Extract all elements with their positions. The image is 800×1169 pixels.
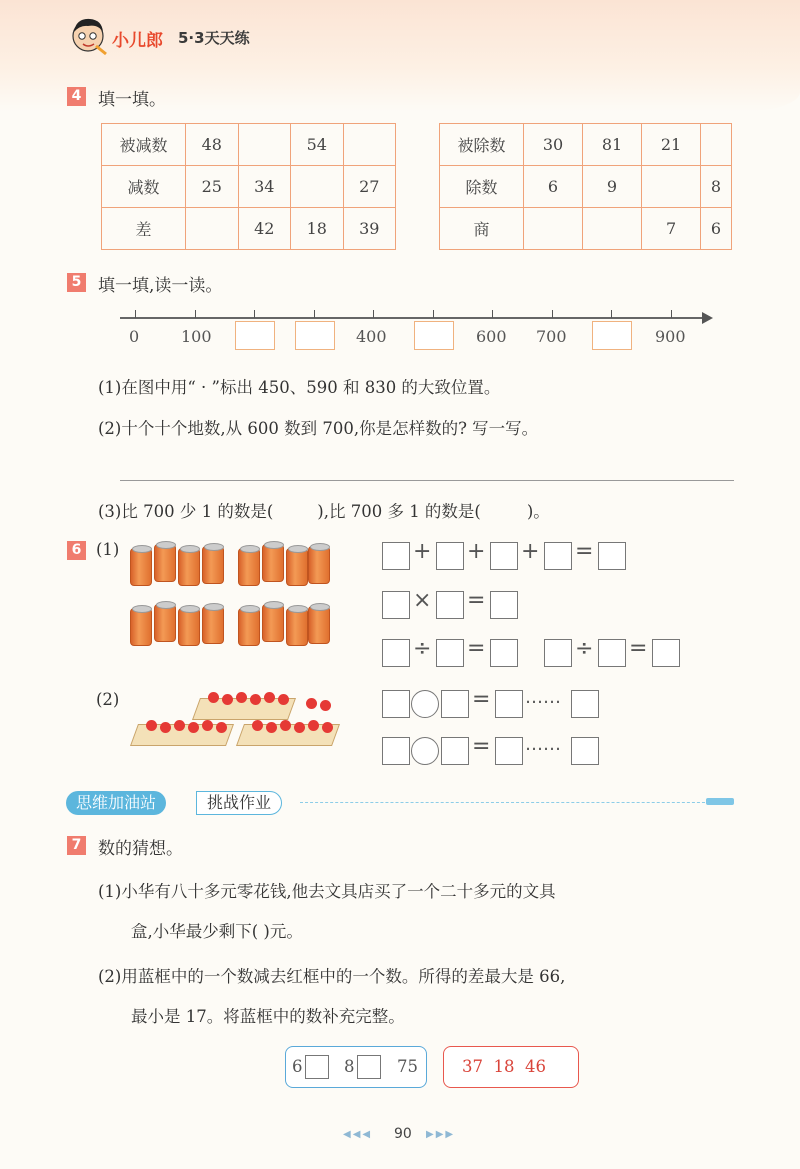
answer-box[interactable] (652, 639, 680, 667)
equals-sign: = (472, 687, 491, 712)
table-cell: 81 (583, 124, 642, 166)
q5-part1: (1)在图中用“ · ”标出 450、590 和 830 的大致位置。 (98, 378, 501, 397)
plus-sign: + (413, 539, 432, 564)
answer-box[interactable] (357, 1055, 381, 1079)
q5-part2: (2)十个十个地数,从 600 数到 700,你是怎样数的? 写一写。 (98, 419, 539, 438)
table-cell: 商 (440, 208, 524, 250)
number-line-label: 900 (655, 327, 686, 346)
answer-box[interactable] (382, 737, 410, 765)
table-cell[interactable] (186, 208, 239, 250)
answer-box[interactable] (571, 737, 599, 765)
strawberry-trays-image (130, 688, 340, 758)
answer-box[interactable] (436, 591, 464, 619)
table-cell: 9 (583, 166, 642, 208)
table-cell[interactable] (524, 208, 583, 250)
divide-sign: ÷ (413, 636, 432, 661)
q6-part1-label: (1) (96, 540, 120, 559)
table-cell: 被除数 (440, 124, 524, 166)
blue-number: 8 (344, 1057, 355, 1076)
number-line-answer-box[interactable] (235, 321, 275, 350)
table-cell: 48 (186, 124, 239, 166)
number-line-label: 400 (356, 327, 387, 346)
table-cell: 27 (343, 166, 396, 208)
q5-part3-text: )。 (526, 502, 550, 521)
answer-box[interactable] (382, 542, 410, 570)
next-arrows-icon: ▶▶▶ (426, 1129, 456, 1140)
table-cell: 差 (102, 208, 186, 250)
equals-sign: = (467, 636, 486, 661)
number-line-label: 700 (536, 327, 567, 346)
banner-divider (300, 802, 710, 803)
answer-box[interactable] (382, 591, 410, 619)
answer-box[interactable] (305, 1055, 329, 1079)
number-line-answer-box[interactable] (295, 321, 335, 350)
blue-number: 6 (292, 1057, 303, 1076)
operator-circle[interactable] (411, 737, 439, 765)
table-cell[interactable] (642, 166, 701, 208)
prev-arrows-icon: ◀◀◀ (343, 1129, 373, 1140)
q4-title: 填一填。 (98, 90, 166, 110)
soda-cans-image (128, 540, 328, 650)
answer-box[interactable] (490, 591, 518, 619)
series-title: 5·3天天练 (178, 29, 250, 47)
answer-box[interactable] (382, 639, 410, 667)
blue-number: 75 (397, 1057, 418, 1076)
equals-sign: = (575, 539, 594, 564)
q7-title: 数的猜想。 (98, 839, 183, 859)
q5-part3-text: ),比 700 多 1 的数是( (317, 502, 481, 521)
remainder-dots: …… (525, 734, 561, 755)
equals-sign: = (472, 734, 491, 759)
q7-part1-line2: 盒,小华最少剩下( )元。 (131, 922, 303, 941)
answer-box[interactable] (490, 639, 518, 667)
number-line-label: 600 (476, 327, 507, 346)
remainder-dots: …… (525, 687, 561, 708)
answer-box[interactable] (571, 690, 599, 718)
answer-box[interactable] (441, 737, 469, 765)
table-cell: 18 (291, 208, 344, 250)
equals-sign: = (467, 588, 486, 613)
answer-box[interactable] (490, 542, 518, 570)
table-cell: 34 (238, 166, 291, 208)
number-line-answer-box[interactable] (592, 321, 632, 350)
table-cell[interactable] (291, 166, 344, 208)
table-cell[interactable] (238, 124, 291, 166)
table-cell: 除数 (440, 166, 524, 208)
table-cell: 8 (701, 166, 732, 208)
answer-box[interactable] (436, 542, 464, 570)
mascot-icon (68, 14, 108, 58)
number-line-label: 0 (129, 327, 140, 346)
equals-sign: = (629, 636, 648, 661)
q7-part2-line1: (2)用蓝框中的一个数减去红框中的一个数。所得的差最大是 66, (98, 967, 566, 986)
table-cell: 30 (524, 124, 583, 166)
answer-box[interactable] (441, 690, 469, 718)
page-number: 90 (394, 1126, 412, 1142)
q5-title: 填一填,读一读。 (98, 276, 223, 296)
answer-line[interactable] (120, 480, 734, 481)
pencil-icon (706, 798, 734, 805)
table-cell: 7 (642, 208, 701, 250)
table-cell[interactable] (343, 124, 396, 166)
table-cell: 42 (238, 208, 291, 250)
answer-box[interactable] (598, 639, 626, 667)
number-line-arrow-icon (702, 312, 713, 324)
q5-part3 (98, 498, 550, 522)
number-line-answer-box[interactable] (414, 321, 454, 350)
number-line-label: 100 (181, 327, 212, 346)
table-cell: 减数 (102, 166, 186, 208)
table-cell: 39 (343, 208, 396, 250)
brand-logo: 小儿郎 (112, 31, 163, 51)
q7-part1-line1: (1)小华有八十多元零花钱,他去文具店买了一个二十多元的文具 (98, 882, 556, 901)
divide-sign: ÷ (575, 636, 594, 661)
table-cell: 6 (701, 208, 732, 250)
question-number-5: 5 (67, 273, 86, 292)
table-cell: 54 (291, 124, 344, 166)
answer-box[interactable] (495, 690, 523, 718)
section-banner-thinking: 思维加油站 (66, 791, 166, 815)
division-table (439, 123, 732, 250)
plus-sign: + (521, 539, 540, 564)
subtraction-table (101, 123, 396, 250)
table-cell[interactable] (701, 124, 732, 166)
q6-part2-label: (2) (96, 690, 120, 709)
question-number-7: 7 (67, 836, 86, 855)
section-banner-challenge: 挑战作业 (196, 791, 282, 815)
answer-box[interactable] (544, 639, 572, 667)
table-cell: 被减数 (102, 124, 186, 166)
table-cell: 21 (642, 124, 701, 166)
answer-box[interactable] (544, 542, 572, 570)
operator-circle[interactable] (411, 690, 439, 718)
q7-part2-line2: 最小是 17。将蓝框中的数补充完整。 (131, 1007, 405, 1026)
answer-box[interactable] (436, 639, 464, 667)
table-cell[interactable] (583, 208, 642, 250)
question-number-6: 6 (67, 541, 86, 560)
plus-sign: + (467, 539, 486, 564)
answer-box[interactable] (495, 737, 523, 765)
answer-box[interactable] (598, 542, 626, 570)
times-sign: × (413, 588, 432, 613)
answer-box[interactable] (382, 690, 410, 718)
q5-part3-text: (3)比 700 少 1 的数是( (98, 502, 274, 521)
table-cell: 6 (524, 166, 583, 208)
question-number-4: 4 (67, 87, 86, 106)
red-numbers: 37 18 46 (462, 1057, 546, 1076)
table-cell: 25 (186, 166, 239, 208)
